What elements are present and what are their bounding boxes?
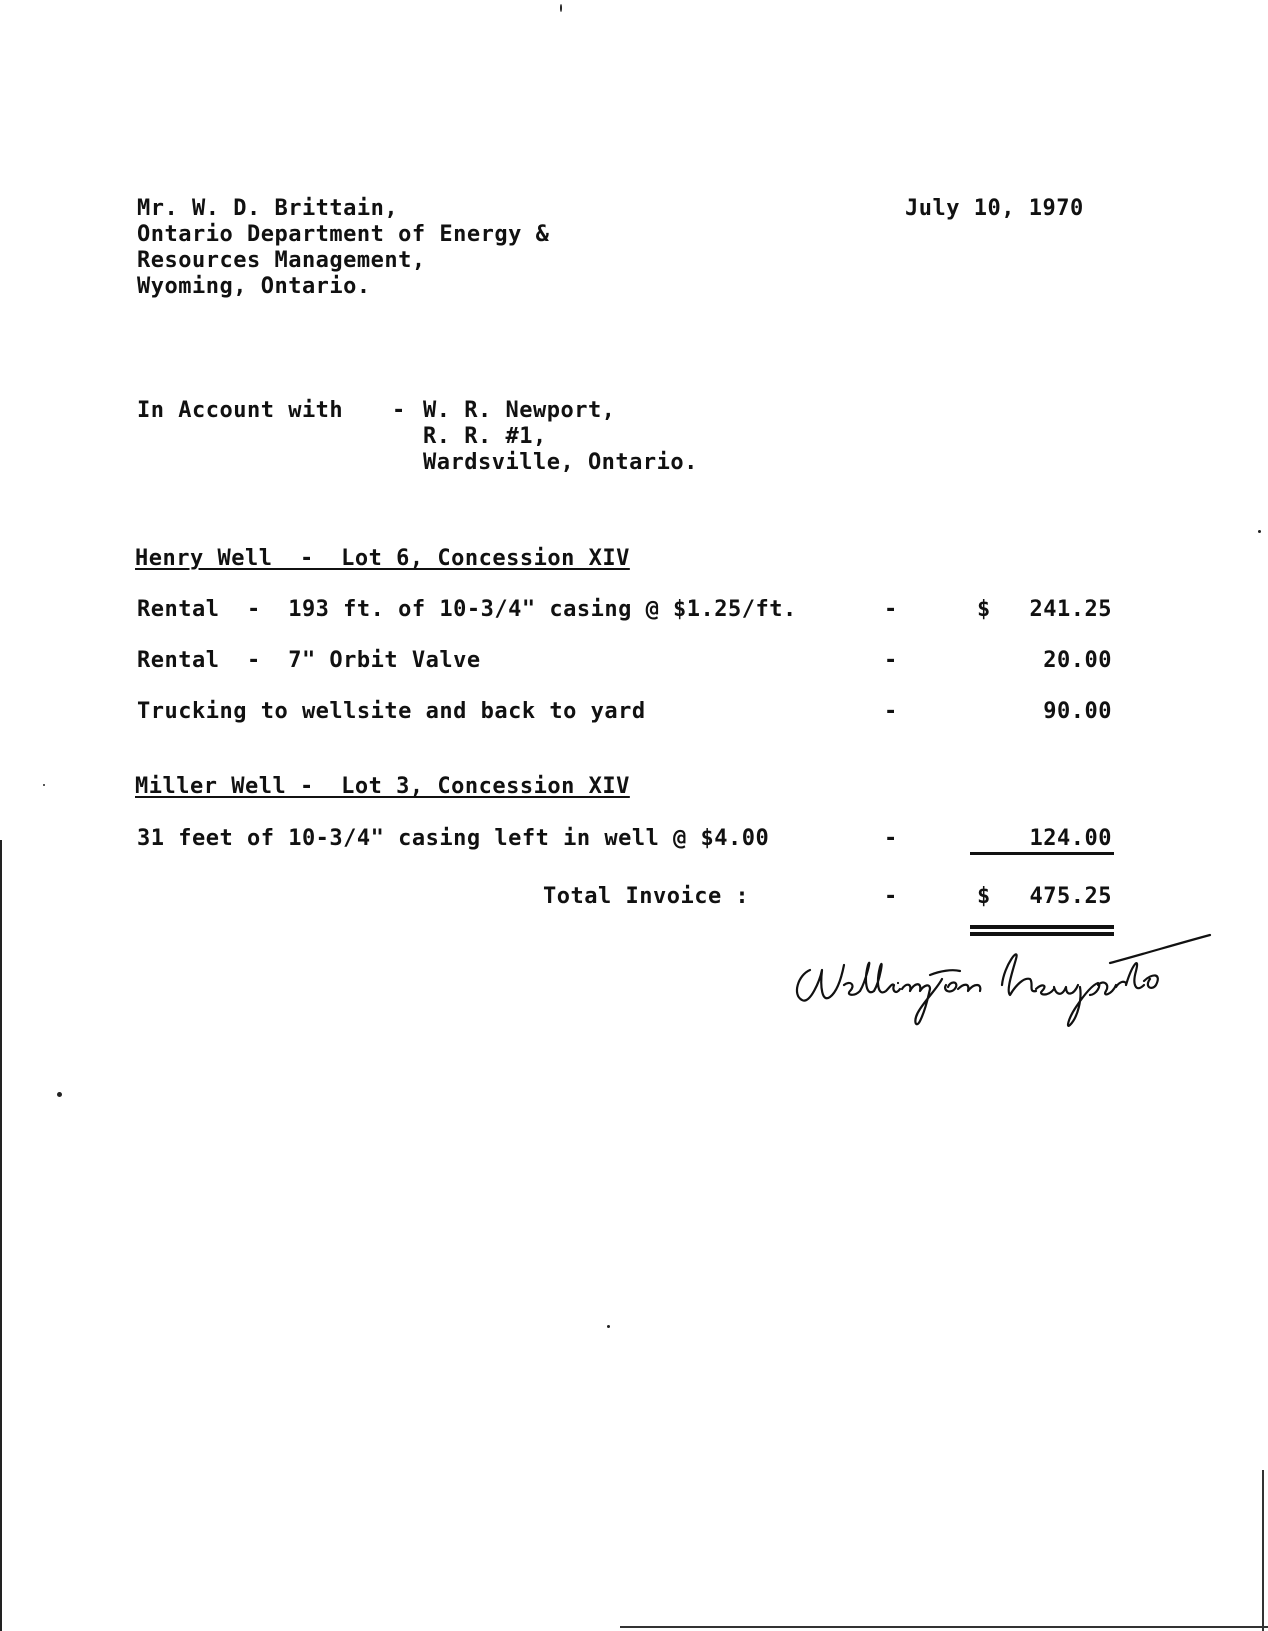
scan-speck xyxy=(607,1325,610,1328)
account-label: In Account with xyxy=(137,398,344,423)
invoice-date: July 10, 1970 xyxy=(905,196,1084,221)
item-amount: 20.00 xyxy=(1043,648,1112,673)
item-description: Rental - 7" Orbit Valve xyxy=(137,648,481,673)
section-heading: Miller Well - Lot 3, Concession XIV xyxy=(135,774,630,799)
scan-speck xyxy=(57,1092,62,1097)
total-amount: 475.25 xyxy=(1029,884,1112,909)
item-amount: 90.00 xyxy=(1043,699,1112,724)
item-amount: 241.25 xyxy=(1029,597,1112,622)
total-label: Total Invoice : xyxy=(543,884,750,909)
scan-speck xyxy=(43,784,45,786)
account-dash: - xyxy=(392,398,406,423)
item-dash: - xyxy=(884,597,898,622)
scan-edge-bottom xyxy=(620,1626,1268,1628)
item-description: Rental - 193 ft. of 10-3/4" casing @ $1.25/ft. xyxy=(137,597,797,622)
section-heading: Henry Well - Lot 6, Concession XIV xyxy=(135,546,630,571)
scan-speck xyxy=(560,4,562,12)
account-line: R. R. #1, xyxy=(423,424,547,449)
scan-edge-right xyxy=(1262,1470,1264,1631)
item-description: Trucking to wellsite and back to yard xyxy=(137,699,646,724)
subtotal-rule xyxy=(970,852,1114,855)
account-line: W. R. Newport, xyxy=(423,398,616,423)
item-description: 31 feet of 10-3/4" casing left in well @ $4.00 xyxy=(137,826,770,851)
account-line: Wardsville, Ontario. xyxy=(423,450,698,475)
recipient-line: Resources Management, xyxy=(137,248,426,273)
item-dash: - xyxy=(884,648,898,673)
item-amount: 124.00 xyxy=(1029,826,1112,851)
recipient-line: Wyoming, Ontario. xyxy=(137,274,371,299)
total-dash: - xyxy=(884,884,898,909)
item-dash: - xyxy=(884,826,898,851)
scan-edge-left xyxy=(0,840,2,1631)
recipient-line: Ontario Department of Energy & xyxy=(137,222,550,247)
item-currency: $ xyxy=(977,597,991,622)
recipient-line: Mr. W. D. Brittain, xyxy=(137,196,399,221)
item-dash: - xyxy=(884,699,898,724)
signature xyxy=(780,925,1240,1035)
scan-speck xyxy=(1258,530,1261,533)
total-currency: $ xyxy=(977,884,991,909)
